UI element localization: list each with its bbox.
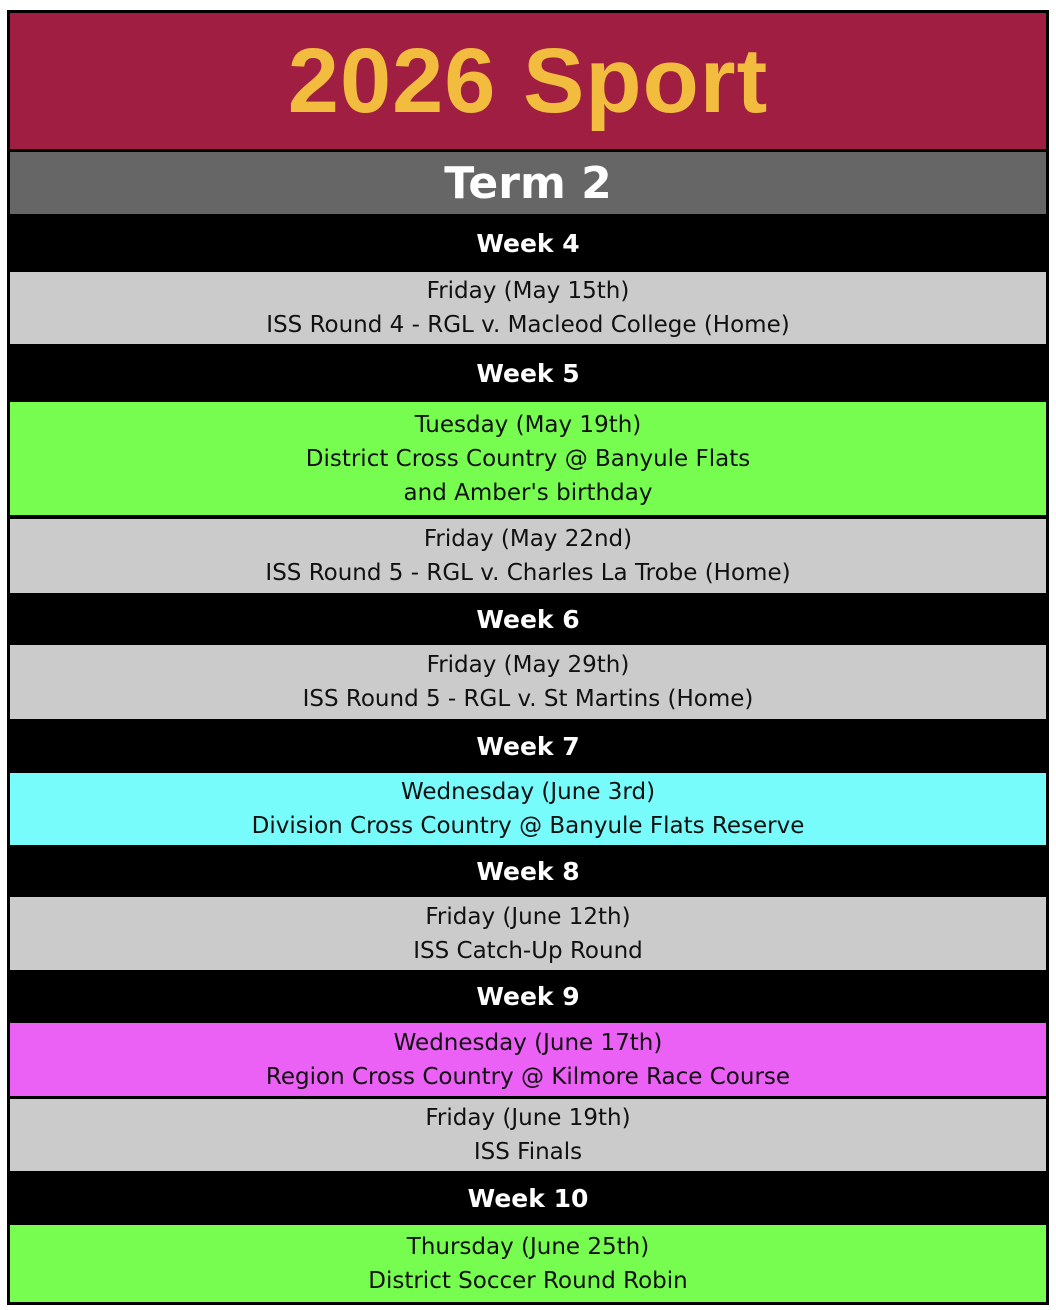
week-label: Week 9 <box>476 982 580 1011</box>
event-description: Region Cross Country @ Kilmore Race Course <box>265 1063 791 1090</box>
event-date: Friday (May 22nd) <box>423 526 633 552</box>
event-row <box>10 272 1046 344</box>
week-header <box>10 848 1046 894</box>
event-description: ISS Catch-Up Round <box>413 937 643 964</box>
event-row <box>10 645 1046 719</box>
event-row <box>10 773 1046 845</box>
event-description: ISS Round 4 - RGL v. Macleod College (Home) <box>266 312 790 338</box>
week-header <box>10 596 1046 642</box>
schedule-table <box>7 10 1049 1305</box>
event-date: Thursday (June 25th) <box>406 1233 650 1260</box>
event-date: Friday (June 12th) <box>425 903 631 930</box>
event-date: Wednesday (June 3rd) <box>400 779 656 805</box>
term-label: Term 2 <box>444 157 612 209</box>
event-row <box>10 1225 1046 1302</box>
event-description: Division Cross Country @ Banyule Flats Reserve <box>251 813 805 839</box>
week-label: Week 7 <box>476 731 580 761</box>
event-description: ISS Round 5 - RGL v. Charles La Trobe (Home) <box>265 560 791 586</box>
week-header <box>10 217 1046 269</box>
event-row <box>10 402 1046 515</box>
week-header <box>10 1174 1046 1222</box>
event-note: and Amber's birthday <box>403 479 653 506</box>
title-banner <box>10 13 1046 149</box>
event-description: ISS Round 5 - RGL v. St Martins (Home) <box>302 686 754 712</box>
event-date: Friday (May 15th) <box>426 278 630 304</box>
event-description: ISS Finals <box>473 1139 583 1165</box>
event-row <box>10 1023 1046 1096</box>
event-date: Friday (June 19th) <box>425 1105 631 1131</box>
event-row <box>10 519 1046 593</box>
event-row <box>10 897 1046 970</box>
week-label: Week 5 <box>476 358 580 388</box>
event-description: District Soccer Round Robin <box>368 1267 688 1294</box>
event-date: Friday (May 29th) <box>426 652 630 678</box>
event-date: Tuesday (May 19th) <box>414 411 642 438</box>
week-label: Week 10 <box>467 1183 589 1213</box>
page-title: 2026 Sport <box>287 29 769 132</box>
week-header <box>10 347 1046 399</box>
event-row <box>10 1099 1046 1171</box>
event-description: District Cross Country @ Banyule Flats <box>305 445 751 472</box>
event-date: Wednesday (June 17th) <box>393 1029 663 1056</box>
week-header <box>10 973 1046 1020</box>
term-banner <box>10 152 1046 214</box>
week-header <box>10 722 1046 770</box>
week-label: Week 4 <box>476 228 580 258</box>
week-label: Week 8 <box>476 856 580 886</box>
week-label: Week 6 <box>476 604 580 634</box>
